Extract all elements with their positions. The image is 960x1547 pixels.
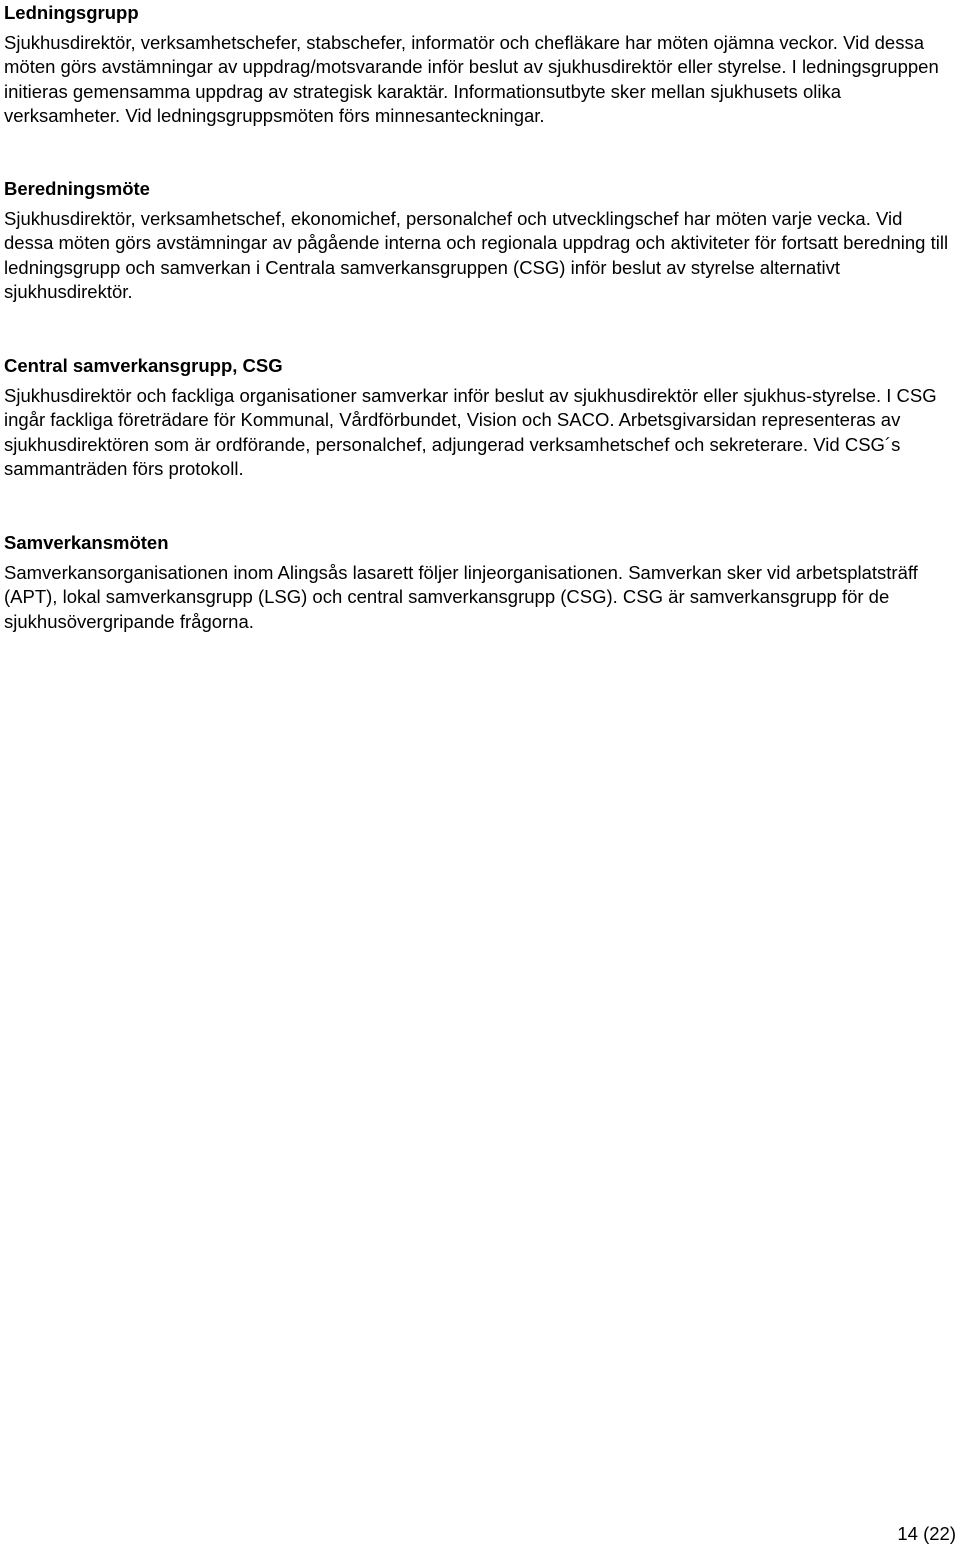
section-body: Sjukhusdirektör, verksamhetschef, ekonomichef, personalchef och utvecklingschef har möten varje vecka. Vid dessa möten görs avstämningar av pågående interna och regionala uppdrag och aktiviteter för fortsatt beredning till ledningsgrupp och samverkan i Centrala samverkansgruppen (CSG) inför beslut av styrelse alternativt sjukhusdirektör.	[4, 208, 949, 302]
section-heading: Ledningsgrupp	[4, 2, 139, 23]
section-heading: Central samverkansgrupp, CSG	[4, 355, 283, 376]
section-beredningsmote	[4, 177, 952, 304]
section-body: Samverkansorganisationen inom Alingsås lasarett följer linjeorganisationen. Samverkan sker vid arbetsplatsträff (APT), lokal samverkansgrupp (LSG) och central samverkansgrupp (CSG). CSG är samverkansgrupp för de sjukhusövergripande frågorna.	[4, 562, 918, 632]
section-samverkansmoten	[4, 531, 952, 634]
section-body: Sjukhusdirektör och fackliga organisationer samverkar inför beslut av sjukhusdirektör eller sjukhus-styrelse. I CSG ingår fackliga företrädare för Kommunal, Vårdförbundet, Vision och SACO. Arbetsgivarsidan representeras av sjukhusdirektören som är ordförande, personalchef, adjungerad verksamhetschef och sekreterare. Vid CSG´s sammanträden förs protokoll.	[4, 385, 937, 479]
section-heading: Samverkansmöten	[4, 532, 169, 553]
section-heading: Beredningsmöte	[4, 178, 150, 199]
section-body: Sjukhusdirektör, verksamhetschefer, stabschefer, informatör och chefläkare har möten ojämna veckor. Vid dessa möten görs avstämningar av uppdrag/motsvarande inför beslut av sjukhusdirektör eller styrelse. I ledningsgruppen initieras gemensamma uppdrag av strategisk karaktär. Informationsutbyte sker mellan sjukhusets olika verksamheter. Vid ledningsgruppsmöten förs minnesanteckningar.	[4, 32, 939, 126]
section-central-samverkansgrupp	[4, 354, 952, 481]
section-ledningsgrupp	[4, 1, 952, 128]
page-number: 14 (22)	[897, 1523, 956, 1544]
